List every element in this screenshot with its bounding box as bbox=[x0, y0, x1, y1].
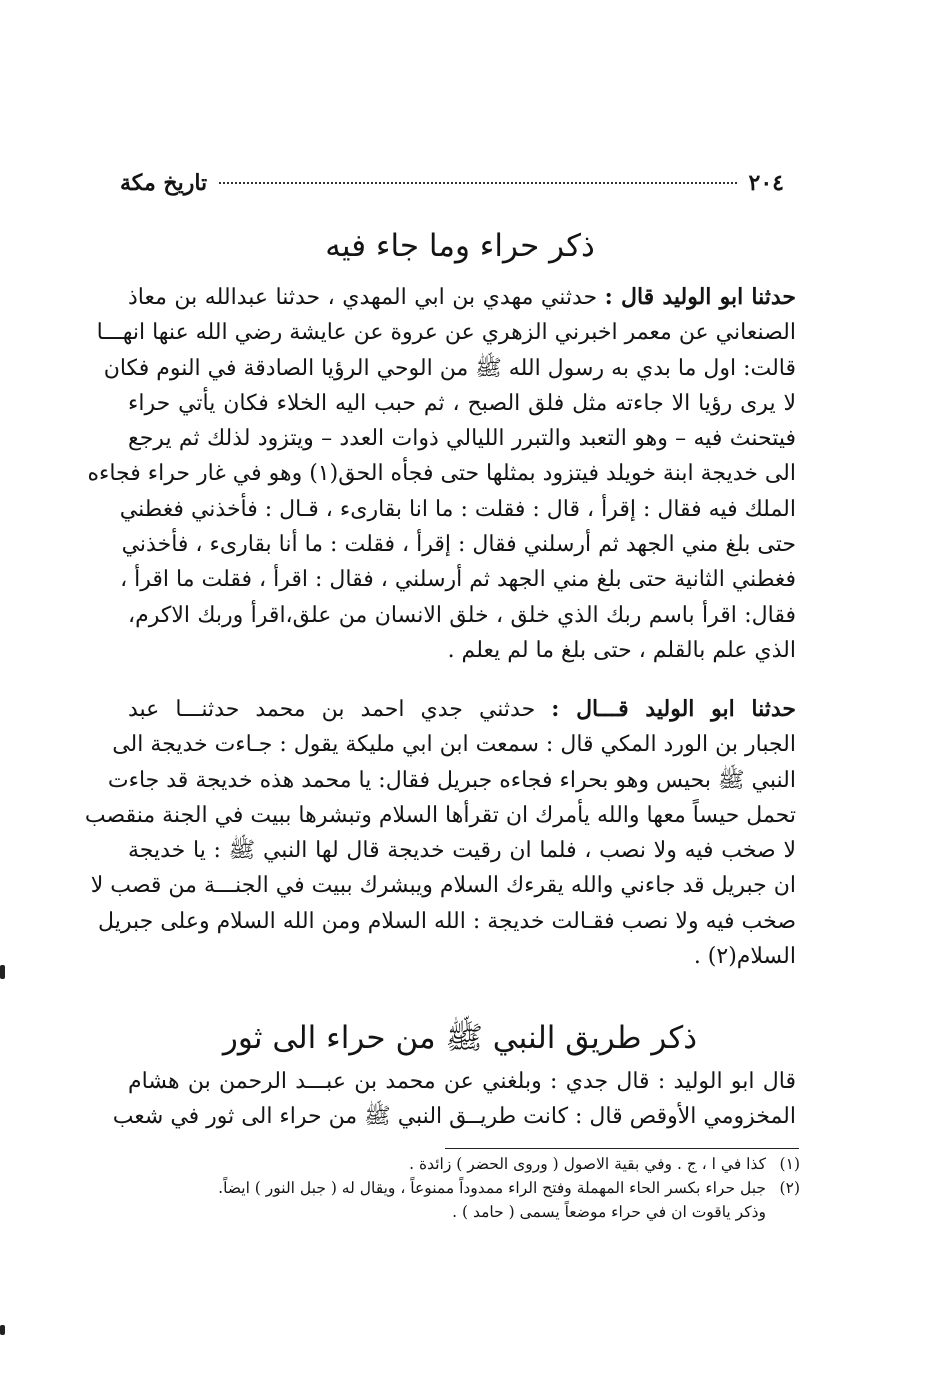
line-text: حدثني جدي احمد بن محمد حدثنـــا عبد bbox=[128, 697, 536, 722]
text-line bbox=[112, 727, 796, 762]
text-line bbox=[120, 562, 796, 597]
text-line bbox=[119, 492, 796, 527]
line-text: حتى بلغ مني الجهد ثم أرسلني فقال : إقرأ ، فقلت : ما أنا بقارىء ، فأخذني bbox=[121, 532, 796, 558]
text-line bbox=[121, 527, 796, 562]
text-line bbox=[128, 1064, 796, 1099]
line-text: قالت: اول ما بدي به رسول الله ﷺ من الوحي الرؤيا الصادقة في النوم فكان bbox=[103, 355, 796, 381]
footnote-line bbox=[128, 1152, 800, 1176]
line-text: فيتحنث فيه – وهو التعبد والتبرر الليالي ذوات العدد – ويتزود لذلك ثم يرجع bbox=[128, 426, 796, 452]
text-line bbox=[98, 904, 796, 939]
paragraph-path-to-thawr bbox=[112, 1064, 796, 1135]
line-text: تحمل حيساً معها والله يأمرك ان تقرأها السلام وتبشرها ببيت في الجنة منقصب bbox=[84, 802, 796, 828]
paragraph-hira-revelation bbox=[87, 280, 796, 668]
text-line bbox=[107, 763, 796, 798]
line-text: صخب فيه ولا نصب فقـالت خديجة : الله السلام ومن الله السلام وعلى جبريل bbox=[98, 908, 796, 934]
line-text: فغطني الثانية حتى بلغ مني الجهد ثم أرسلني ، فقال : اقرأ ، فقلت ما اقرأ ، bbox=[120, 567, 796, 593]
line-text: فقال: اقرأ باسم ربك الذي خلق ، خلق الانسان من علق،اقرأ وربك الاكرم، bbox=[128, 602, 796, 628]
text-line bbox=[128, 833, 796, 868]
footnote-separator bbox=[445, 1148, 799, 1149]
isnad-lead: حدثنا ابو الوليد قـــال : bbox=[551, 696, 797, 722]
text-line bbox=[112, 1099, 796, 1134]
text-line bbox=[128, 386, 796, 421]
line-text: السلام(٢) . bbox=[693, 944, 796, 970]
header-dotted-leader bbox=[219, 182, 736, 184]
footnote-number: (١) bbox=[779, 1155, 800, 1173]
footnote-text: وذكر ياقوت ان في حراء موضعاً يسمى ( حامد ) . bbox=[452, 1203, 766, 1221]
text-line bbox=[90, 868, 796, 903]
footnote-line bbox=[128, 1176, 800, 1200]
text-line bbox=[103, 351, 796, 386]
footnote-line bbox=[128, 1200, 800, 1224]
text-line bbox=[96, 315, 796, 350]
text-line bbox=[128, 939, 796, 974]
text-line bbox=[128, 280, 796, 315]
text-line bbox=[128, 692, 796, 727]
scan-edge-mark bbox=[0, 1325, 5, 1335]
line-text: لا يرى رؤيا الا جاءته مثل فلق الصبح ، ثم حبب اليه الخلاء فكان يأتي حراء bbox=[128, 390, 796, 416]
text-line bbox=[128, 421, 796, 456]
paragraph-khadija-hays bbox=[84, 692, 797, 974]
footnote-text: كذا في ا ، ج . وفي بقية الاصول ( وروى الحضر ) زائدة . bbox=[409, 1155, 766, 1173]
line-text: الجبار بن الورد المكي قال : سمعت ابن ابي مليكة يقول : جـاءت خديجة الى bbox=[112, 732, 796, 758]
line-text: الى خديجة ابنة خويلد فيتزود بمثلها حتى فجأه الحق(١) وهو في غار حراء فجاءه bbox=[87, 461, 796, 487]
line-text: قال ابو الوليد : قال جدي : وبلغني عن محمد بن عبـــد الرحمن بن هشام bbox=[128, 1069, 796, 1094]
section-title-hira-to-thawr: ذكر طريق النبي ﷺ من حراء الى ثور bbox=[222, 1020, 698, 1056]
footnote-number: (٢) bbox=[779, 1179, 800, 1197]
footnotes bbox=[128, 1152, 800, 1224]
line-text: لا صخب فيه ولا نصب ، فلما ان رقيت خديجة قال لها النبي ﷺ : يا خديجة bbox=[128, 838, 796, 864]
text-line bbox=[128, 598, 796, 633]
line-text: حدثني مهدي بن ابي المهدي ، حدثنا عبدالله بن معاذ bbox=[128, 285, 598, 310]
line-text: ان جبريل قد جاءني والله يقرءك السلام ويبشرك ببيت في الجنـــة من قصب لا bbox=[90, 873, 796, 899]
line-text: الصنعاني عن معمر اخبرني الزهري عن عروة عن عايشة رضي الله عنها انهـــا bbox=[96, 320, 796, 346]
page-number: ٢٠٤ bbox=[748, 170, 784, 196]
text-line bbox=[128, 633, 796, 668]
book-title: تاريخ مكة bbox=[120, 170, 208, 196]
line-text: الملك فيه فقال : إقرأ ، قال : فقلت : ما انا بقارىء ، قـال : فأخذني فغطني bbox=[119, 496, 796, 522]
line-text: النبي ﷺ بحيس وهو بحراء فجاءه جبريل فقال: يا محمد هذه خديجة قد جاءت bbox=[107, 767, 796, 793]
line-text: المخزومي الأوقص قال : كانت طريــق النبي ﷺ من حراء الى ثور في شعب bbox=[112, 1104, 796, 1130]
isnad-lead: حدثنا ابو الوليد قال : bbox=[604, 284, 796, 310]
text-line bbox=[87, 456, 796, 491]
section-title-hira: ذكر حراء وما جاء فيه bbox=[325, 228, 595, 264]
footnote-text: جبل حراء بكسر الحاء المهملة وفتح الراء ممدوداً ممنوعاً ، ويقال له ( جبل النور ) ايضاً. bbox=[218, 1179, 766, 1197]
line-text: الذي علم بالقلم ، حتى بلغ ما لم يعلم . bbox=[447, 637, 796, 663]
scan-edge-mark bbox=[0, 965, 5, 979]
text-line bbox=[84, 798, 796, 833]
running-header bbox=[120, 168, 784, 198]
